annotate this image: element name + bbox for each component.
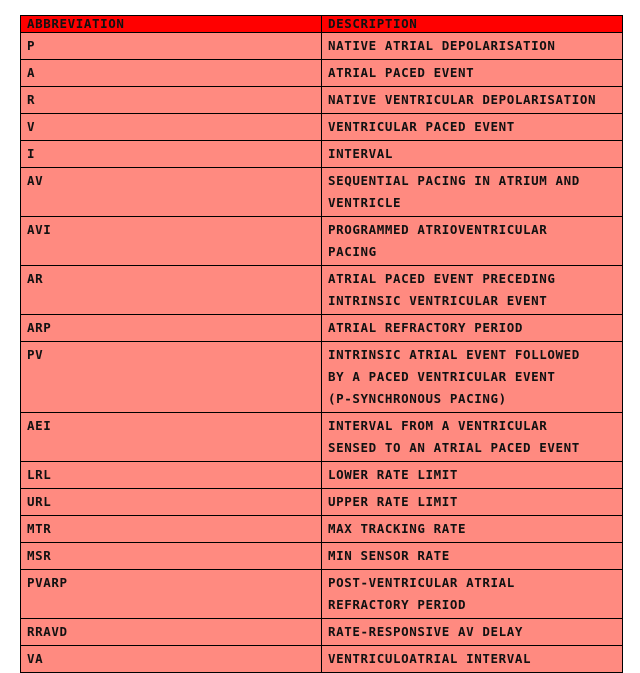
description-cell xyxy=(322,33,623,60)
description-line: VENTRICULOATRIAL INTERVAL xyxy=(328,651,532,666)
description-line: REFRACTORY PERIOD xyxy=(328,597,467,612)
description-cell xyxy=(322,489,623,516)
table-row xyxy=(21,217,623,266)
abbreviation-cell: I xyxy=(21,141,322,168)
description-cell xyxy=(322,315,623,342)
abbreviation-cell: PV xyxy=(21,342,322,413)
description-line: SEQUENTIAL PACING IN ATRIUM AND xyxy=(328,173,580,188)
description-line: (P-SYNCHRONOUS PACING) xyxy=(328,391,507,406)
table-row xyxy=(21,646,623,673)
abbreviation-cell: VA xyxy=(21,646,322,673)
table-row xyxy=(21,516,623,543)
description-line: RATE-RESPONSIVE AV DELAY xyxy=(328,624,524,639)
description-cell xyxy=(322,217,623,266)
abbreviation-cell: R xyxy=(21,87,322,114)
description-line: UPPER RATE LIMIT xyxy=(328,494,459,509)
abbreviation-cell: PVARP xyxy=(21,570,322,619)
description-cell xyxy=(322,60,623,87)
abbreviation-cell: V xyxy=(21,114,322,141)
abbreviation-table-container xyxy=(20,15,622,673)
table-row xyxy=(21,87,623,114)
table-body xyxy=(21,33,623,673)
description-line: VENTRICULAR PACED EVENT xyxy=(328,119,515,134)
description-line: LOWER RATE LIMIT xyxy=(328,467,459,482)
table-row xyxy=(21,33,623,60)
abbreviation-table xyxy=(20,15,623,673)
table-row xyxy=(21,462,623,489)
description-cell xyxy=(322,516,623,543)
abbreviation-column-header: ABBREVIATION xyxy=(21,16,322,33)
description-line: MIN SENSOR RATE xyxy=(328,548,450,563)
description-line: INTRINSIC VENTRICULAR EVENT xyxy=(328,293,548,308)
description-line: ATRIAL PACED EVENT PRECEDING xyxy=(328,271,556,286)
description-cell xyxy=(322,342,623,413)
abbreviation-cell: LRL xyxy=(21,462,322,489)
abbreviation-cell: P xyxy=(21,33,322,60)
table-row xyxy=(21,141,623,168)
description-column-header: DESCRIPTION xyxy=(322,16,623,33)
description-cell xyxy=(322,462,623,489)
table-row xyxy=(21,342,623,413)
abbreviation-cell: AVI xyxy=(21,217,322,266)
abbreviation-cell: AEI xyxy=(21,413,322,462)
description-line: MAX TRACKING RATE xyxy=(328,521,467,536)
description-cell xyxy=(322,87,623,114)
description-line: NATIVE ATRIAL DEPOLARISATION xyxy=(328,38,556,53)
description-line: ATRIAL REFRACTORY PERIOD xyxy=(328,320,524,335)
abbreviation-cell: A xyxy=(21,60,322,87)
table-row xyxy=(21,543,623,570)
description-line: INTERVAL FROM A VENTRICULAR xyxy=(328,418,548,433)
description-line: VENTRICLE xyxy=(328,195,402,210)
table-row xyxy=(21,570,623,619)
table-row xyxy=(21,114,623,141)
abbreviation-cell: ARP xyxy=(21,315,322,342)
table-row xyxy=(21,619,623,646)
header-row xyxy=(21,16,623,33)
description-line: INTRINSIC ATRIAL EVENT FOLLOWED xyxy=(328,347,580,362)
abbreviation-cell: RRAVD xyxy=(21,619,322,646)
description-cell xyxy=(322,413,623,462)
description-line: PACING xyxy=(328,244,377,259)
description-line: ATRIAL PACED EVENT xyxy=(328,65,475,80)
table-row xyxy=(21,168,623,217)
description-line: SENSED TO AN ATRIAL PACED EVENT xyxy=(328,440,580,455)
description-cell xyxy=(322,168,623,217)
table-row xyxy=(21,489,623,516)
description-line: POST-VENTRICULAR ATRIAL xyxy=(328,575,515,590)
abbreviation-cell: AR xyxy=(21,266,322,315)
description-cell xyxy=(322,646,623,673)
description-cell xyxy=(322,266,623,315)
abbreviation-cell: AV xyxy=(21,168,322,217)
description-cell xyxy=(322,543,623,570)
description-line: INTERVAL xyxy=(328,146,394,161)
description-cell xyxy=(322,570,623,619)
table-row xyxy=(21,315,623,342)
description-line: NATIVE VENTRICULAR DEPOLARISATION xyxy=(328,92,597,107)
table-header xyxy=(21,16,623,33)
abbreviation-cell: URL xyxy=(21,489,322,516)
abbreviation-cell: MTR xyxy=(21,516,322,543)
description-cell xyxy=(322,619,623,646)
table-row xyxy=(21,60,623,87)
description-cell xyxy=(322,114,623,141)
table-row xyxy=(21,266,623,315)
abbreviation-cell: MSR xyxy=(21,543,322,570)
description-cell xyxy=(322,141,623,168)
table-row xyxy=(21,413,623,462)
description-line: BY A PACED VENTRICULAR EVENT xyxy=(328,369,556,384)
description-line: PROGRAMMED ATRIOVENTRICULAR xyxy=(328,222,548,237)
